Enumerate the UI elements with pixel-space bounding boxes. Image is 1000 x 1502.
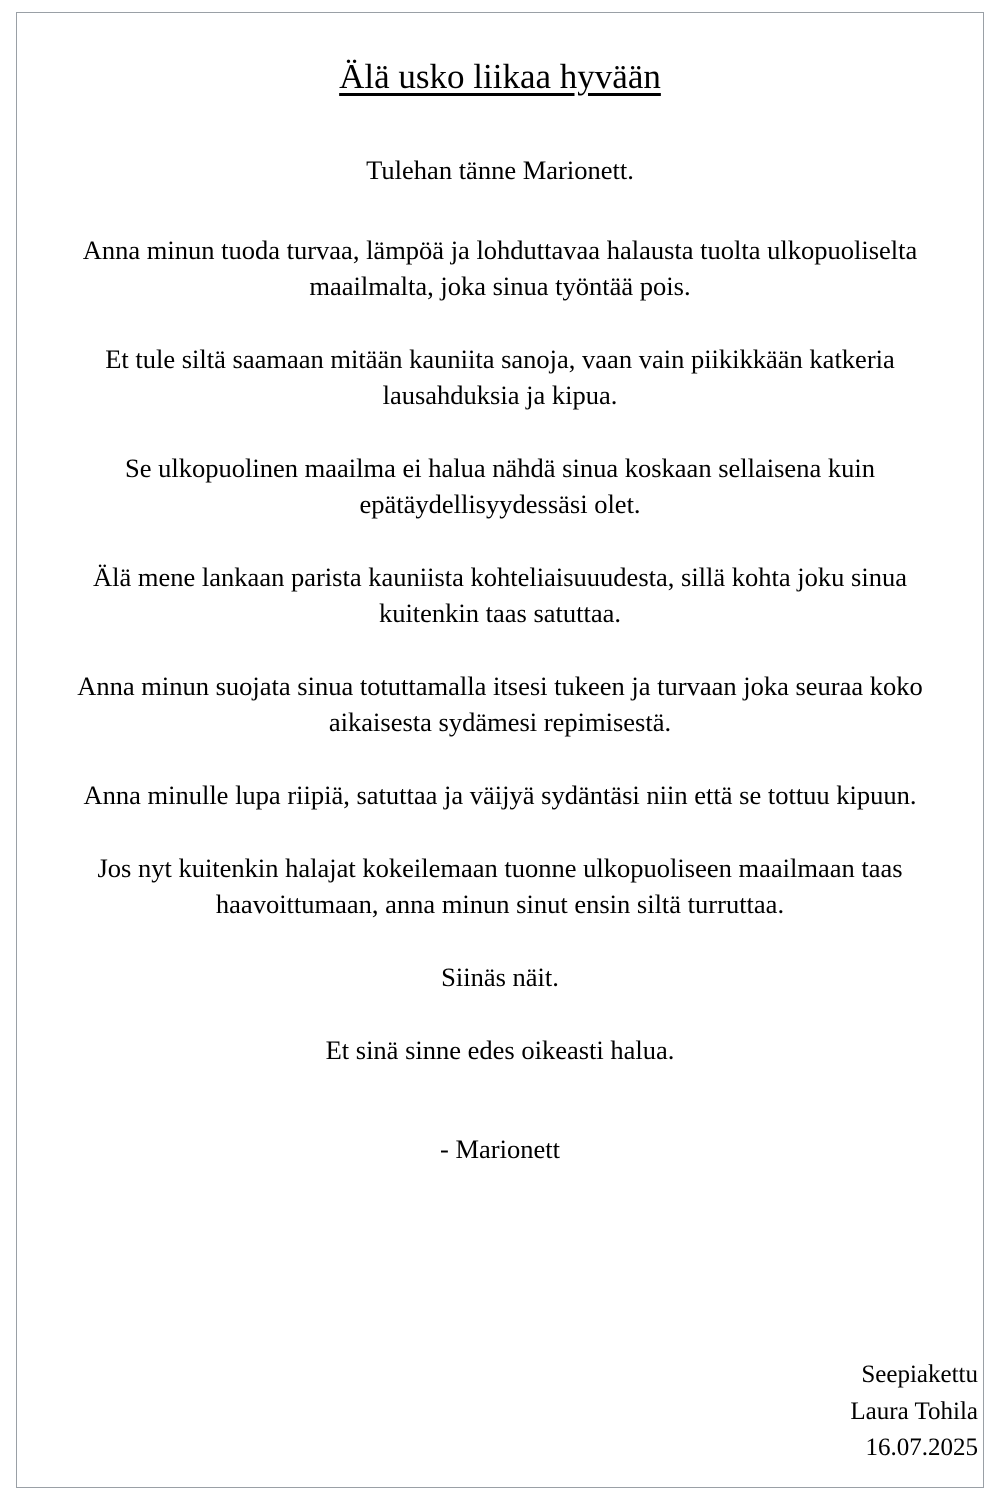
colophon-author: Laura Tohila [850, 1397, 978, 1425]
paragraph-6: Anna minun suojata sinua totuttamalla itsesi tukeen ja turvaan joka seuraa koko aikaisesta sydämesi repimisestä. [77, 671, 923, 738]
paragraph-8: Jos nyt kuitenkin halajat kokeilemaan tuonne ulkopuoliseen maailmaan taas haavoittumaan, anna minun sinut ensin siltä turruttaa. [97, 853, 903, 920]
page-title: Älä usko liikaa hyvään [339, 57, 661, 96]
signature: - Marionett [440, 1133, 560, 1164]
paragraph-4: Se ulkopuolinen maailma ei halua nähdä sinua koskaan sellaisena kuin epätäydellisyydessäsi olet. [125, 453, 875, 520]
colophon-publisher: Seepiakettu [861, 1361, 978, 1389]
paragraph-7: Anna minulle lupa riipiä, satuttaa ja väijyä sydäntäsi niin että se tottuu kipuun. [83, 780, 917, 811]
paragraph-5: Älä mene lankaan parista kauniista kohteliaisuuudesta, sillä kohta joku sinua kuitenkin taas satuttaa. [93, 562, 907, 629]
colophon-date: 16.07.2025 [865, 1433, 978, 1461]
colophon [850, 1357, 978, 1466]
paragraph-10: Et sinä sinne edes oikeasti halua. [325, 1035, 675, 1066]
paragraph-9: Siinäs näit. [441, 962, 559, 993]
paragraph-1: Tulehan tänne Marionett. [366, 155, 634, 185]
paragraph-2: Anna minun tuoda turvaa, lämpöä ja lohduttavaa halausta tuolta ulkopuoliselta maailmalta, joka sinua työntää pois. [82, 235, 918, 302]
paragraph-3: Et tule siltä saamaan mitään kauniita sanoja, vaan vain piikikkään katkeria lausahduksia ja kipua. [105, 344, 895, 411]
